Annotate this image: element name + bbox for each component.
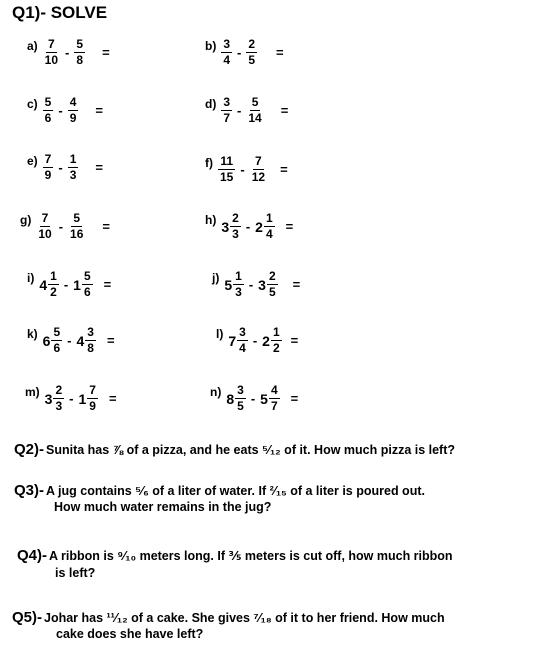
equals-sign: = (103, 277, 112, 292)
fraction (82, 270, 93, 299)
fraction (271, 326, 282, 355)
numerator: 3 (223, 37, 231, 51)
problem-l (216, 326, 298, 355)
equals-sign: = (290, 333, 299, 348)
fraction (267, 270, 278, 299)
denominator: 6 (53, 341, 61, 355)
whole-number: 5 (224, 276, 233, 293)
denominator: 3 (232, 227, 239, 241)
whole-number: 4 (76, 332, 85, 349)
fraction (68, 96, 79, 125)
problem-label: l) (216, 327, 224, 341)
denominator: 8 (76, 53, 84, 67)
minus-sign: - (237, 45, 242, 60)
minus-sign: - (65, 45, 70, 60)
minus-sign: - (58, 103, 63, 118)
problem-label: k) (27, 327, 38, 341)
denominator: 9 (44, 168, 52, 182)
numerator: 3 (239, 325, 246, 339)
denominator: 9 (89, 399, 96, 413)
denominator: 7 (223, 111, 231, 125)
numerator: 5 (76, 37, 84, 51)
numerator: 7 (48, 37, 55, 51)
problem-c (27, 96, 103, 125)
numerator: 2 (55, 383, 63, 397)
problem-label: e) (27, 154, 38, 168)
problem-k (27, 326, 115, 355)
equals-sign: = (280, 162, 288, 177)
problem-label: j) (212, 271, 220, 285)
problem-label: d) (205, 97, 217, 111)
fraction (221, 38, 232, 67)
denominator: 15 (220, 170, 234, 184)
numerator: 5 (73, 211, 81, 225)
equals-sign: = (102, 219, 110, 234)
fraction (43, 38, 60, 67)
whole-number: 1 (78, 390, 87, 407)
denominator: 5 (248, 53, 256, 67)
problem-i (27, 270, 111, 299)
numerator: 7 (44, 152, 52, 166)
word-problem-3 (14, 482, 425, 514)
problem-b (205, 38, 284, 67)
minus-sign: - (69, 391, 74, 406)
minus-sign: - (250, 391, 256, 406)
denominator: 3 (69, 168, 77, 182)
fraction (269, 384, 280, 413)
numerator: 2 (232, 211, 239, 225)
problem-a (27, 38, 110, 67)
question-number: Q4)- (17, 547, 47, 564)
question-number: Q3)- (14, 482, 44, 499)
fraction (36, 212, 53, 241)
whole-number: 2 (255, 218, 263, 235)
whole-number: 3 (258, 276, 266, 293)
whole-number: 6 (42, 332, 51, 349)
numerator: 5 (83, 269, 91, 283)
problem-label: h) (205, 213, 217, 227)
equals-sign: = (290, 391, 299, 406)
denominator: 12 (251, 170, 266, 184)
fraction (237, 326, 248, 355)
word-problem-2 (14, 441, 455, 458)
denominator: 3 (235, 285, 242, 299)
question-text: A ribbon is ⁹⁄₁₀ meters long. If ⅗ meters is cut off, how much ribbon (49, 549, 453, 563)
denominator: 2 (50, 285, 57, 299)
numerator: 3 (237, 383, 244, 397)
fraction (235, 384, 246, 413)
fraction (51, 326, 62, 355)
equals-sign: = (106, 333, 115, 348)
problem-g (20, 212, 110, 241)
whole-number: 5 (260, 390, 268, 407)
numerator: 3 (87, 325, 94, 339)
whole-number: 1 (73, 276, 81, 293)
denominator: 2 (272, 341, 280, 355)
equals-sign: = (276, 45, 284, 60)
whole-number: 4 (39, 276, 48, 293)
minus-sign: - (63, 277, 69, 292)
denominator: 10 (44, 53, 59, 67)
fraction (74, 38, 85, 67)
fraction (68, 153, 79, 182)
numerator: 7 (255, 154, 262, 168)
numerator: 5 (251, 95, 259, 109)
denominator: 5 (237, 399, 244, 413)
word-problem-4 (17, 547, 453, 580)
denominator: 8 (87, 341, 94, 355)
problem-label: b) (205, 39, 217, 53)
minus-sign: - (237, 103, 242, 118)
q1-title: Q1)- SOLVE (12, 3, 108, 22)
numerator: 1 (235, 269, 242, 283)
problem-m (25, 384, 117, 413)
question-number: Q5)- (12, 609, 42, 626)
problem-n (210, 384, 298, 413)
numerator: 7 (89, 383, 96, 397)
numerator: 2 (248, 37, 256, 51)
denominator: 4 (265, 227, 273, 241)
fraction (85, 326, 96, 355)
question-text-continued: cake does she have left? (56, 627, 204, 641)
fraction (48, 270, 59, 299)
problem-d (205, 96, 288, 125)
fraction (246, 96, 263, 125)
denominator: 6 (83, 285, 91, 299)
whole-number: 7 (228, 332, 237, 349)
problem-h (205, 212, 293, 241)
minus-sign: - (67, 333, 72, 348)
numerator: 2 (268, 269, 276, 283)
whole-number: 3 (221, 218, 230, 235)
whole-number: 3 (44, 390, 53, 407)
numerator: 4 (69, 95, 77, 109)
question-text-continued: is left? (55, 566, 96, 580)
equals-sign: = (102, 45, 110, 60)
numerator: 11 (220, 154, 234, 168)
equals-sign: = (95, 160, 103, 175)
problem-label: m) (25, 385, 40, 399)
problem-j (212, 270, 300, 299)
equals-sign: = (285, 219, 294, 234)
numerator: 1 (272, 325, 280, 339)
numerator: 3 (223, 95, 231, 109)
fraction (87, 384, 98, 413)
word-problem-5 (12, 609, 445, 641)
numerator: 1 (50, 269, 57, 283)
equals-sign: = (108, 391, 117, 406)
problem-label: a) (27, 39, 38, 53)
minus-sign: - (252, 333, 258, 348)
denominator: 4 (239, 341, 246, 355)
denominator: 7 (270, 399, 278, 413)
numerator: 1 (69, 152, 77, 166)
numerator: 7 (41, 211, 49, 225)
denominator: 9 (69, 111, 77, 125)
whole-number: 8 (226, 390, 235, 407)
equals-sign: = (292, 277, 301, 292)
numerator: 4 (270, 383, 278, 397)
problem-label: i) (27, 271, 35, 285)
fraction (43, 153, 54, 182)
denominator: 5 (268, 285, 276, 299)
fraction (53, 384, 64, 413)
whole-number: 2 (262, 332, 270, 349)
equals-sign: = (280, 103, 289, 118)
numerator: 5 (53, 325, 61, 339)
numerator: 1 (265, 211, 273, 225)
minus-sign: - (245, 219, 251, 234)
question-text: Sunita has ⅞ of a pizza, and he eats ⁵⁄₁₂ of it. How much pizza is left? (46, 443, 456, 457)
minus-sign: - (248, 277, 254, 292)
denominator: 14 (248, 111, 262, 125)
problem-label: n) (210, 385, 222, 399)
fraction (233, 270, 244, 299)
equals-sign: = (95, 103, 103, 118)
minus-sign: - (240, 162, 245, 177)
problem-label: g) (20, 213, 32, 227)
fraction (43, 96, 54, 125)
problem-f (205, 155, 288, 184)
fraction (221, 96, 232, 125)
fraction (230, 212, 241, 241)
denominator: 6 (44, 111, 52, 125)
problem-label: f) (205, 156, 213, 170)
fraction (218, 155, 235, 184)
numerator: 5 (44, 95, 52, 109)
minus-sign: - (58, 160, 63, 175)
fraction (246, 38, 257, 67)
question-text-continued: How much water remains in the jug? (54, 500, 272, 514)
denominator: 16 (70, 227, 84, 241)
denominator: 3 (55, 399, 63, 413)
denominator: 4 (223, 53, 231, 67)
fraction (250, 155, 267, 184)
question-text: A jug contains ⁵⁄₆ of a liter of water. If ²⁄₁₅ of a liter is poured out. (46, 484, 425, 498)
question-number: Q2)- (14, 441, 44, 458)
problem-e (27, 153, 103, 182)
minus-sign: - (58, 219, 64, 234)
fraction (68, 212, 85, 241)
question-text: Johar has ¹¹⁄₁₂ of a cake. She gives ⁷⁄₁₈ of it to her friend. How much (44, 611, 445, 625)
denominator: 10 (38, 227, 52, 241)
fraction (264, 212, 275, 241)
problem-label: c) (27, 97, 38, 111)
